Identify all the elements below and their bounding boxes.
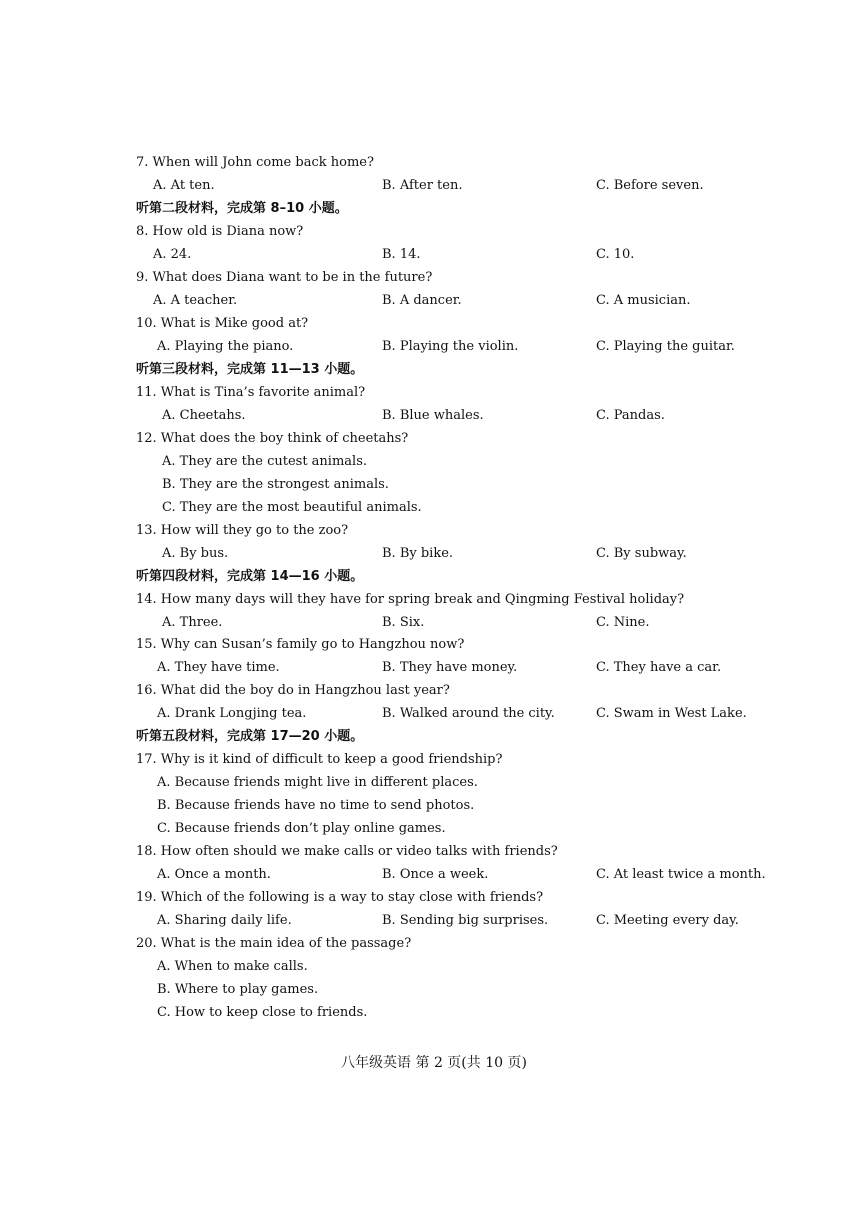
- question-17: 17. Why is it kind of difficult to keep a good friendship?: [136, 752, 503, 767]
- option-c: C. By subway.: [596, 546, 687, 561]
- option-b: B. Six.: [382, 615, 425, 630]
- option-b: B. Where to play games.: [157, 982, 319, 997]
- question-7: 7. When will John come back home?: [136, 155, 374, 170]
- option-a: A. When to make calls.: [157, 959, 308, 974]
- option-c: C. Pandas.: [596, 408, 665, 423]
- option-c: C. Meeting every day.: [596, 913, 739, 928]
- question-16: 16. What did the boy do in Hangzhou last year?: [136, 683, 450, 698]
- option-a: A. 24.: [153, 247, 192, 262]
- option-b: B. Because friends have no time to send photos.: [157, 798, 475, 813]
- options-18: [0, 867, 868, 883]
- section-heading-4: 听第四段材料，完成第 14—16 小题。: [136, 569, 364, 584]
- option-b: B. They are the strongest animals.: [162, 477, 389, 492]
- option-a: A. Drank Longjing tea.: [157, 706, 307, 721]
- options-7: [0, 178, 868, 194]
- option-a: A. They have time.: [157, 660, 280, 675]
- option-b: B. After ten.: [382, 178, 463, 193]
- options-15: [0, 660, 868, 676]
- option-b: B. 14.: [382, 247, 421, 262]
- section-heading-2: 听第二段材料，完成第 8–10 小题。: [136, 201, 348, 216]
- option-b: B. They have money.: [382, 660, 518, 675]
- option-c: C. How to keep close to friends.: [157, 1005, 368, 1020]
- section-heading-5: 听第五段材料，完成第 17—20 小题。: [136, 729, 364, 744]
- option-a: A. Sharing daily life.: [157, 913, 292, 928]
- page-footer: 八年级英语 第 2 页(共 10 页): [341, 1055, 527, 1071]
- option-b: B. Walked around the city.: [382, 706, 555, 721]
- question-12: 12. What does the boy think of cheetahs?: [136, 431, 409, 446]
- question-20: 20. What is the main idea of the passage?: [136, 936, 412, 951]
- option-b: B. Once a week.: [382, 867, 489, 882]
- option-c: C. Playing the guitar.: [596, 339, 735, 354]
- option-a: A. Three.: [162, 615, 223, 630]
- options-19: [0, 913, 868, 929]
- options-10: [0, 339, 868, 355]
- option-a: A. Once a month.: [157, 867, 271, 882]
- option-c: C. Before seven.: [596, 178, 704, 193]
- question-10: 10. What is Mike good at?: [136, 316, 309, 331]
- option-a: A. Cheetahs.: [162, 408, 246, 423]
- option-c: C. 10.: [596, 247, 635, 262]
- options-9: [0, 293, 868, 309]
- option-b: B. By bike.: [382, 546, 454, 561]
- question-11: 11. What is Tina’s favorite animal?: [136, 385, 366, 400]
- option-c: C. Because friends don’t play online games.: [157, 821, 446, 836]
- option-a: A. Because friends might live in different places.: [157, 775, 478, 790]
- option-a: A. Playing the piano.: [157, 339, 294, 354]
- option-a: A. At ten.: [153, 178, 215, 193]
- option-c: C. A musician.: [596, 293, 691, 308]
- option-b: B. Sending big surprises.: [382, 913, 549, 928]
- question-9: 9. What does Diana want to be in the future?: [136, 270, 433, 285]
- option-b: B. Blue whales.: [382, 408, 484, 423]
- option-a: A. A teacher.: [153, 293, 238, 308]
- question-13: 13. How will they go to the zoo?: [136, 523, 349, 538]
- question-8: 8. How old is Diana now?: [136, 224, 304, 239]
- question-19: 19. Which of the following is a way to stay close with friends?: [136, 890, 544, 905]
- option-c: C. They are the most beautiful animals.: [162, 500, 422, 515]
- question-14: 14. How many days will they have for spring break and Qingming Festival holiday?: [136, 592, 685, 607]
- option-c: C. At least twice a month.: [596, 867, 766, 882]
- option-a: A. By bus.: [162, 546, 229, 561]
- options-14: [0, 615, 868, 631]
- option-c: C. Swam in West Lake.: [596, 706, 747, 721]
- options-13: [0, 546, 868, 562]
- options-8: [0, 247, 868, 263]
- option-b: B. A dancer.: [382, 293, 462, 308]
- option-b: B. Playing the violin.: [382, 339, 519, 354]
- option-c: C. They have a car.: [596, 660, 722, 675]
- options-16: [0, 706, 868, 722]
- question-15: 15. Why can Susan’s family go to Hangzhou now?: [136, 637, 465, 652]
- section-heading-3: 听第三段材料，完成第 11—13 小题。: [136, 362, 364, 377]
- option-a: A. They are the cutest animals.: [162, 454, 367, 469]
- options-11: [0, 408, 868, 424]
- question-18: 18. How often should we make calls or video talks with friends?: [136, 844, 558, 859]
- option-c: C. Nine.: [596, 615, 650, 630]
